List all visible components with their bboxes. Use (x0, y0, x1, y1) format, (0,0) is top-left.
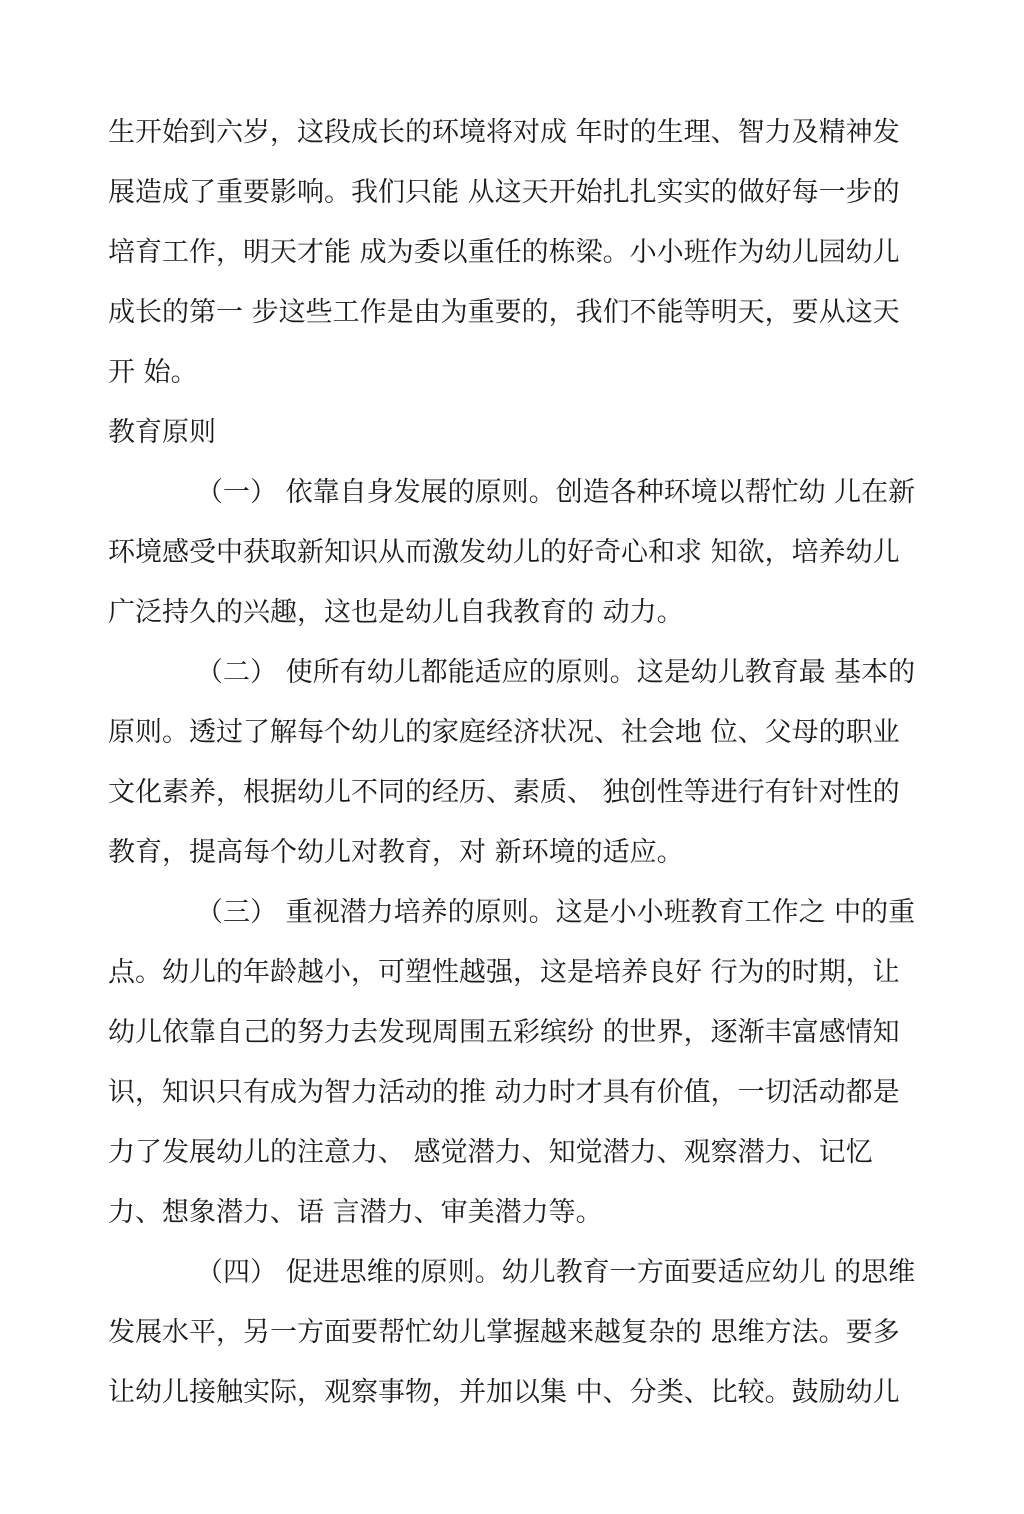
text-line-13: 教育，提高每个幼儿对教育，对 新环境的适应。 (108, 837, 684, 868)
text-line-4: 成长的第一 步这些工作是由为重要的，我们不能等明天，要从这天 (108, 297, 900, 328)
text-line-21: 发展水平，另一方面要帮忙幼儿掌握越来越复杂的 思维方法。要多 (108, 1317, 900, 1348)
text-line-17: 识，知识只有成为智力活动的推 动力时才具有价值，一切活动都是 (108, 1077, 900, 1108)
text-line-22: 让幼儿接触实际，观察事物，并加以集 中、分类、比较。鼓励幼儿 (108, 1377, 900, 1408)
text-line-2: 展造成了重要影响。我们只能 从这天开始扎扎实实的做好每一步的 (108, 177, 900, 208)
text-line-16: 幼儿依靠自己的努力去发现周围五彩缤纷 的世界，逐渐丰富感情知 (108, 1017, 900, 1048)
text-line-15: 点。幼儿的年龄越小，可塑性越强，这是培养良好 行为的时期，让 (108, 957, 900, 988)
text-line-8: 环境感受中获取新知识从而激发幼儿的好奇心和求 知欲，培养幼儿 (108, 537, 900, 568)
text-line-19: 力、想象潜力、语 言潜力、审美潜力等。 (108, 1197, 603, 1228)
paragraph-3-start: （三） 重视潜力培养的原则。这是小小班教育工作之 中的重 (196, 897, 916, 928)
text-line-3: 培育工作，明天才能 成为委以重任的栋梁。小小班作为幼儿园幼儿 (108, 237, 900, 268)
text-line-12: 文化素养，根据幼儿不同的经历、素质、 独创性等进行有针对性的 (108, 777, 900, 808)
text-line-11: 原则。透过了解每个幼儿的家庭经济状况、社会地 位、父母的职业 (108, 717, 900, 748)
text-line-9: 广泛持久的兴趣，这也是幼儿自我教育的 动力。 (108, 597, 684, 628)
paragraph-4-start: （四） 促进思维的原则。幼儿教育一方面要适应幼儿 的思维 (196, 1257, 916, 1288)
section-heading: 教育原则 (108, 417, 216, 448)
paragraph-1-start: （一） 依靠自身发展的原则。创造各种环境以帮忙幼 儿在新 (196, 477, 916, 508)
paragraph-2-start: （二） 使所有幼儿都能适应的原则。这是幼儿教育最 基本的 (196, 657, 916, 688)
text-line-1: 生开始到六岁，这段成长的环境将对成 年时的生理、智力及精神发 (108, 117, 900, 148)
text-line-18: 力了发展幼儿的注意力、 感觉潜力、知觉潜力、观察潜力、记忆 (108, 1137, 873, 1168)
text-line-5: 开 始。 (108, 357, 198, 388)
